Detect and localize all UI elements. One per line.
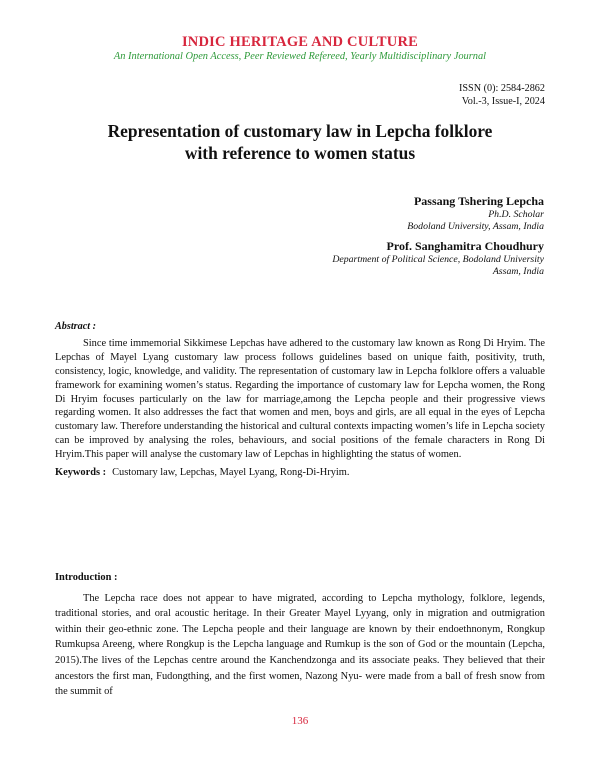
- keywords-label: Keywords :: [55, 467, 107, 479]
- paper-title-line-2: with reference to women status: [184, 143, 416, 163]
- author-2-department: Department of Political Science, Bodoland University: [332, 254, 544, 265]
- introduction-heading: Introduction :: [55, 572, 118, 583]
- author-1-name: Passang Tshering Lepcha: [413, 194, 544, 208]
- abstract-text: Since time immemorial Sikkimese Lepchas have adhered to the customary law known as Rong Di Hryim. The Lepchas of Mayel Lyang customary law process follows guidelines based on unique faith, positivity, truth, consistency, logic, knowledge, and validity. The representation of customary law in Lepcha folklore offers a valuable framework for examining women’s status. Regarding the importance of customary law for Lepcha women, the Rong Di Hryim focuses particularly on the law for marriage,among the Lepcha people and their progressive views regarding women. It also addresses the fact that women and men, boys and girls, are all equal in the eyes of Lepcha customary law. Therefore understanding the historical and cultural contexts impacting women’s life in Lepcha society can be improved by analysing the roles, behaviours, and social positions of the female characters in Rong Di Hryim.This paper will analyse the customary law of Lepchas in highlighting the status of women.: [55, 337, 545, 461]
- keywords-text: Customary law, Lepchas, Mayel Lyang, Rong-Di-Hryim.: [112, 467, 350, 479]
- author-block: [332, 194, 544, 278]
- paper-title: [60, 120, 540, 164]
- author-1-designation: Ph.D. Scholar: [488, 209, 544, 220]
- issn-line: ISSN (0): 2584-2862: [458, 83, 545, 94]
- introduction-text: The Lepcha race does not appear to have migrated, according to Lepcha mythology, folklore, legends, traditional stories, and oral acoustic heritage. In their Greater Mayel Lyyang, only in migration and outmigration within their geo-ethnic zone. The Lepcha people and their language are known by their endoethnonym, Rongkup Rumkupsa Areeng, where Rongkup is the Lepcha language and Rumkup is the son of God or the mountain (Lepcha, 2015).The lives of the Lepchas centre around the Kanchendzonga and its associate peaks. They believed that their ancestors the first man, Fudongthing, and the first women, Nazong Nyu- were made from a ball of fresh snow from the summit of: [55, 592, 545, 698]
- introduction-section: [55, 570, 545, 700]
- page-number: 136: [291, 715, 309, 727]
- author-2-location: Assam, India: [492, 266, 544, 277]
- issn-block: [459, 82, 545, 108]
- paper-title-line-1: Representation of customary law in Lepcha folklore: [107, 121, 493, 141]
- author-1-affiliation: Bodoland University, Assam, India: [407, 221, 544, 232]
- keywords-line: [55, 466, 545, 480]
- volume-issue-line: Vol.-3, Issue-I, 2024: [461, 96, 545, 107]
- journal-subtitle: An International Open Access, Peer Reviewed Refereed, Yearly Multidisciplinary Journal: [113, 51, 487, 62]
- author-2-name: Prof. Sanghamitra Choudhury: [386, 239, 544, 253]
- abstract-label: Abstract :: [55, 321, 97, 332]
- journal-title: INDIC HERITAGE AND CULTURE: [181, 34, 419, 50]
- abstract-section: [55, 320, 545, 480]
